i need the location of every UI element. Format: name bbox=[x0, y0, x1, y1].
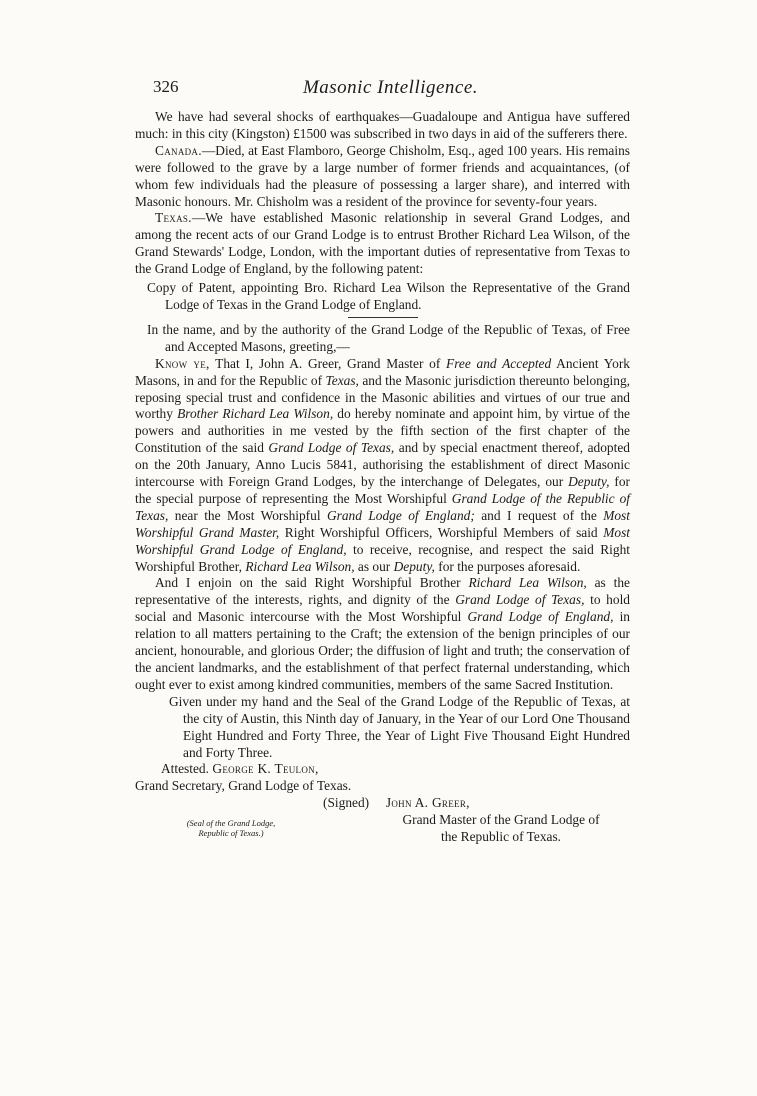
text-run: near the Most Worshipful bbox=[168, 507, 327, 523]
signed-line bbox=[135, 795, 630, 812]
italic-run: Most Worshipful Grand Master, bbox=[135, 507, 630, 540]
attested-label: Attested. bbox=[161, 761, 209, 777]
italic-run: Richard Lea Wilson, bbox=[468, 575, 587, 591]
italic-run: Grand Lodge of Texas, bbox=[455, 592, 585, 608]
text-run: in relation to all matters pertaining to the Craft; the extension of the benign principles of our ancient, honourable, and glorious Order; the diffusion of light and truth; the conservation of the ancient landmarks, and the establishment of that perfect fraternal understanding, which ought ever to exist among kindred communities, members of the same Sacred Institution. bbox=[135, 609, 631, 692]
italic-run: Brother Richard Lea Wilson, bbox=[177, 406, 334, 422]
seal-note bbox=[161, 818, 301, 838]
text-run: for the purposes aforesaid. bbox=[434, 558, 581, 574]
know-ye-lead: Know ye, bbox=[155, 355, 210, 371]
text-run: as the representative of the interests, rights, and dignity of the bbox=[135, 575, 630, 608]
text-run: and by special enactment thereof, adopted on the 20th January, Anno Lucis 5841, authorising the establishment of direct Masonic intercourse with Foreign Grand Lodges, by the interchange of Delegates, our bbox=[135, 440, 630, 490]
seal-line: Republic of Texas.) bbox=[198, 828, 264, 839]
text-run: and the Masonic jurisdiction thereunto belonging, reposing special trust and confidence in the Masonic abilities and virtues of our true and worthy bbox=[135, 372, 630, 422]
attestation-line bbox=[135, 761, 630, 778]
know-ye-paragraph bbox=[135, 356, 630, 576]
italic-run: Grand Lodge of Texas, bbox=[268, 440, 395, 456]
master-name: John A. Greer, bbox=[385, 795, 470, 811]
given-paragraph: Given under my hand and the Seal of the Grand Lodge of the Republic of Texas, at the city of Austin, this Ninth day of January, in the Year of our Lord One Thousand Eight Hundred and Forty Three, the Year of Light Five Thousand Eight Hundred and Forty Three. bbox=[169, 693, 630, 760]
text-run: to receive, recognise, and respect the said Right Worshipful Brother, bbox=[135, 541, 630, 574]
master-title-line: Grand Master of the Grand Lodge of bbox=[402, 812, 600, 828]
italic-run: Texas, bbox=[325, 372, 359, 388]
canada-text: —Died, at East Flamboro, George Chisholm, Esq., aged 100 years. His remains were followed to the grave by a large number of former friends and acquaintances, (of whom few individuals had the pleasure of possessing a larger share), and interred with Masonic honours. Mr. Chisholm was a resident of the province for seventy-four years. bbox=[135, 142, 630, 209]
texas-paragraph bbox=[135, 210, 630, 278]
enjoin-paragraph bbox=[135, 575, 630, 693]
greeting-paragraph: In the name, and by the authority of the Grand Lodge of the Republic of Texas, of Free and Accepted Masons, greeting,— bbox=[147, 321, 630, 354]
text-run: Ancient York Masons, in and for the Republic of bbox=[135, 355, 630, 388]
master-title-line: the Republic of Texas. bbox=[440, 829, 562, 845]
text-run: and I request of the bbox=[474, 507, 604, 523]
text-run: Right Worshipful Officers, Worshipful Members of said bbox=[279, 524, 604, 540]
text-run: as our bbox=[354, 558, 394, 574]
texas-text: —We have established Masonic relationship in several Grand Lodges, and among the recent acts of our Grand Lodge is to entrust Brother Richard Lea Wilson, of the Grand Stewards' Lodge, London, with the important duties of representative from Texas to the Grand Lodge of England, by the following patent: bbox=[135, 210, 630, 277]
text-run: to hold social and Masonic intercourse with the Most Worshipful bbox=[135, 592, 630, 625]
article-body bbox=[135, 109, 630, 846]
text-run: And I enjoin on the said Right Worshipful Brother bbox=[155, 575, 469, 591]
running-title: Masonic Intelligence. bbox=[302, 77, 479, 98]
page-number: 326 bbox=[153, 77, 179, 96]
page-header bbox=[153, 77, 628, 105]
text-run: do hereby nominate and appoint him, by virtue of the powers and authorities in me vested by the fifth section of the first chapter of the Constitution of the said bbox=[135, 406, 630, 456]
patent-heading: Copy of Patent, appointing Bro. Richard Lea Wilson the Representative of the Grand Lodge of Texas in the Grand Lodge of England. bbox=[147, 280, 630, 312]
italic-run: Deputy, bbox=[568, 474, 610, 490]
italic-run: Grand Lodge of England; bbox=[326, 507, 475, 523]
text-run: That I, John A. Greer, Grand Master of bbox=[209, 355, 447, 371]
secretary-title: Grand Secretary, Grand Lodge of Texas. bbox=[135, 778, 352, 794]
secretary-name: George K. Teulon, bbox=[212, 761, 319, 777]
italic-run: Richard Lea Wilson, bbox=[245, 558, 355, 574]
canada-label: Canada. bbox=[155, 142, 202, 158]
section-divider bbox=[348, 317, 418, 318]
italic-run: Grand Lodge of the Republic of Texas, bbox=[135, 490, 630, 523]
master-title bbox=[373, 812, 629, 846]
texas-label: Texas. bbox=[155, 210, 192, 226]
signed-label: (Signed) bbox=[323, 795, 370, 811]
signature-block bbox=[135, 812, 630, 846]
seal-line: (Seal of the Grand Lodge, bbox=[186, 818, 276, 829]
italic-run: Free and Accepted bbox=[446, 355, 552, 371]
canada-paragraph bbox=[135, 143, 630, 211]
italic-run: Grand Lodge of England, bbox=[467, 609, 614, 625]
earthquake-paragraph: We have had several shocks of earthquakes—Guadaloupe and Antigua have suffered much: in this city (Kingston) £1500 was subscribed in two days in aid of the sufferers there. bbox=[135, 109, 630, 141]
text-run: for the special purpose of representing the Most Worshipful bbox=[135, 474, 630, 506]
italic-run: Most Worshipful Grand Lodge of England, bbox=[135, 524, 631, 557]
italic-run: Deputy, bbox=[393, 558, 435, 574]
